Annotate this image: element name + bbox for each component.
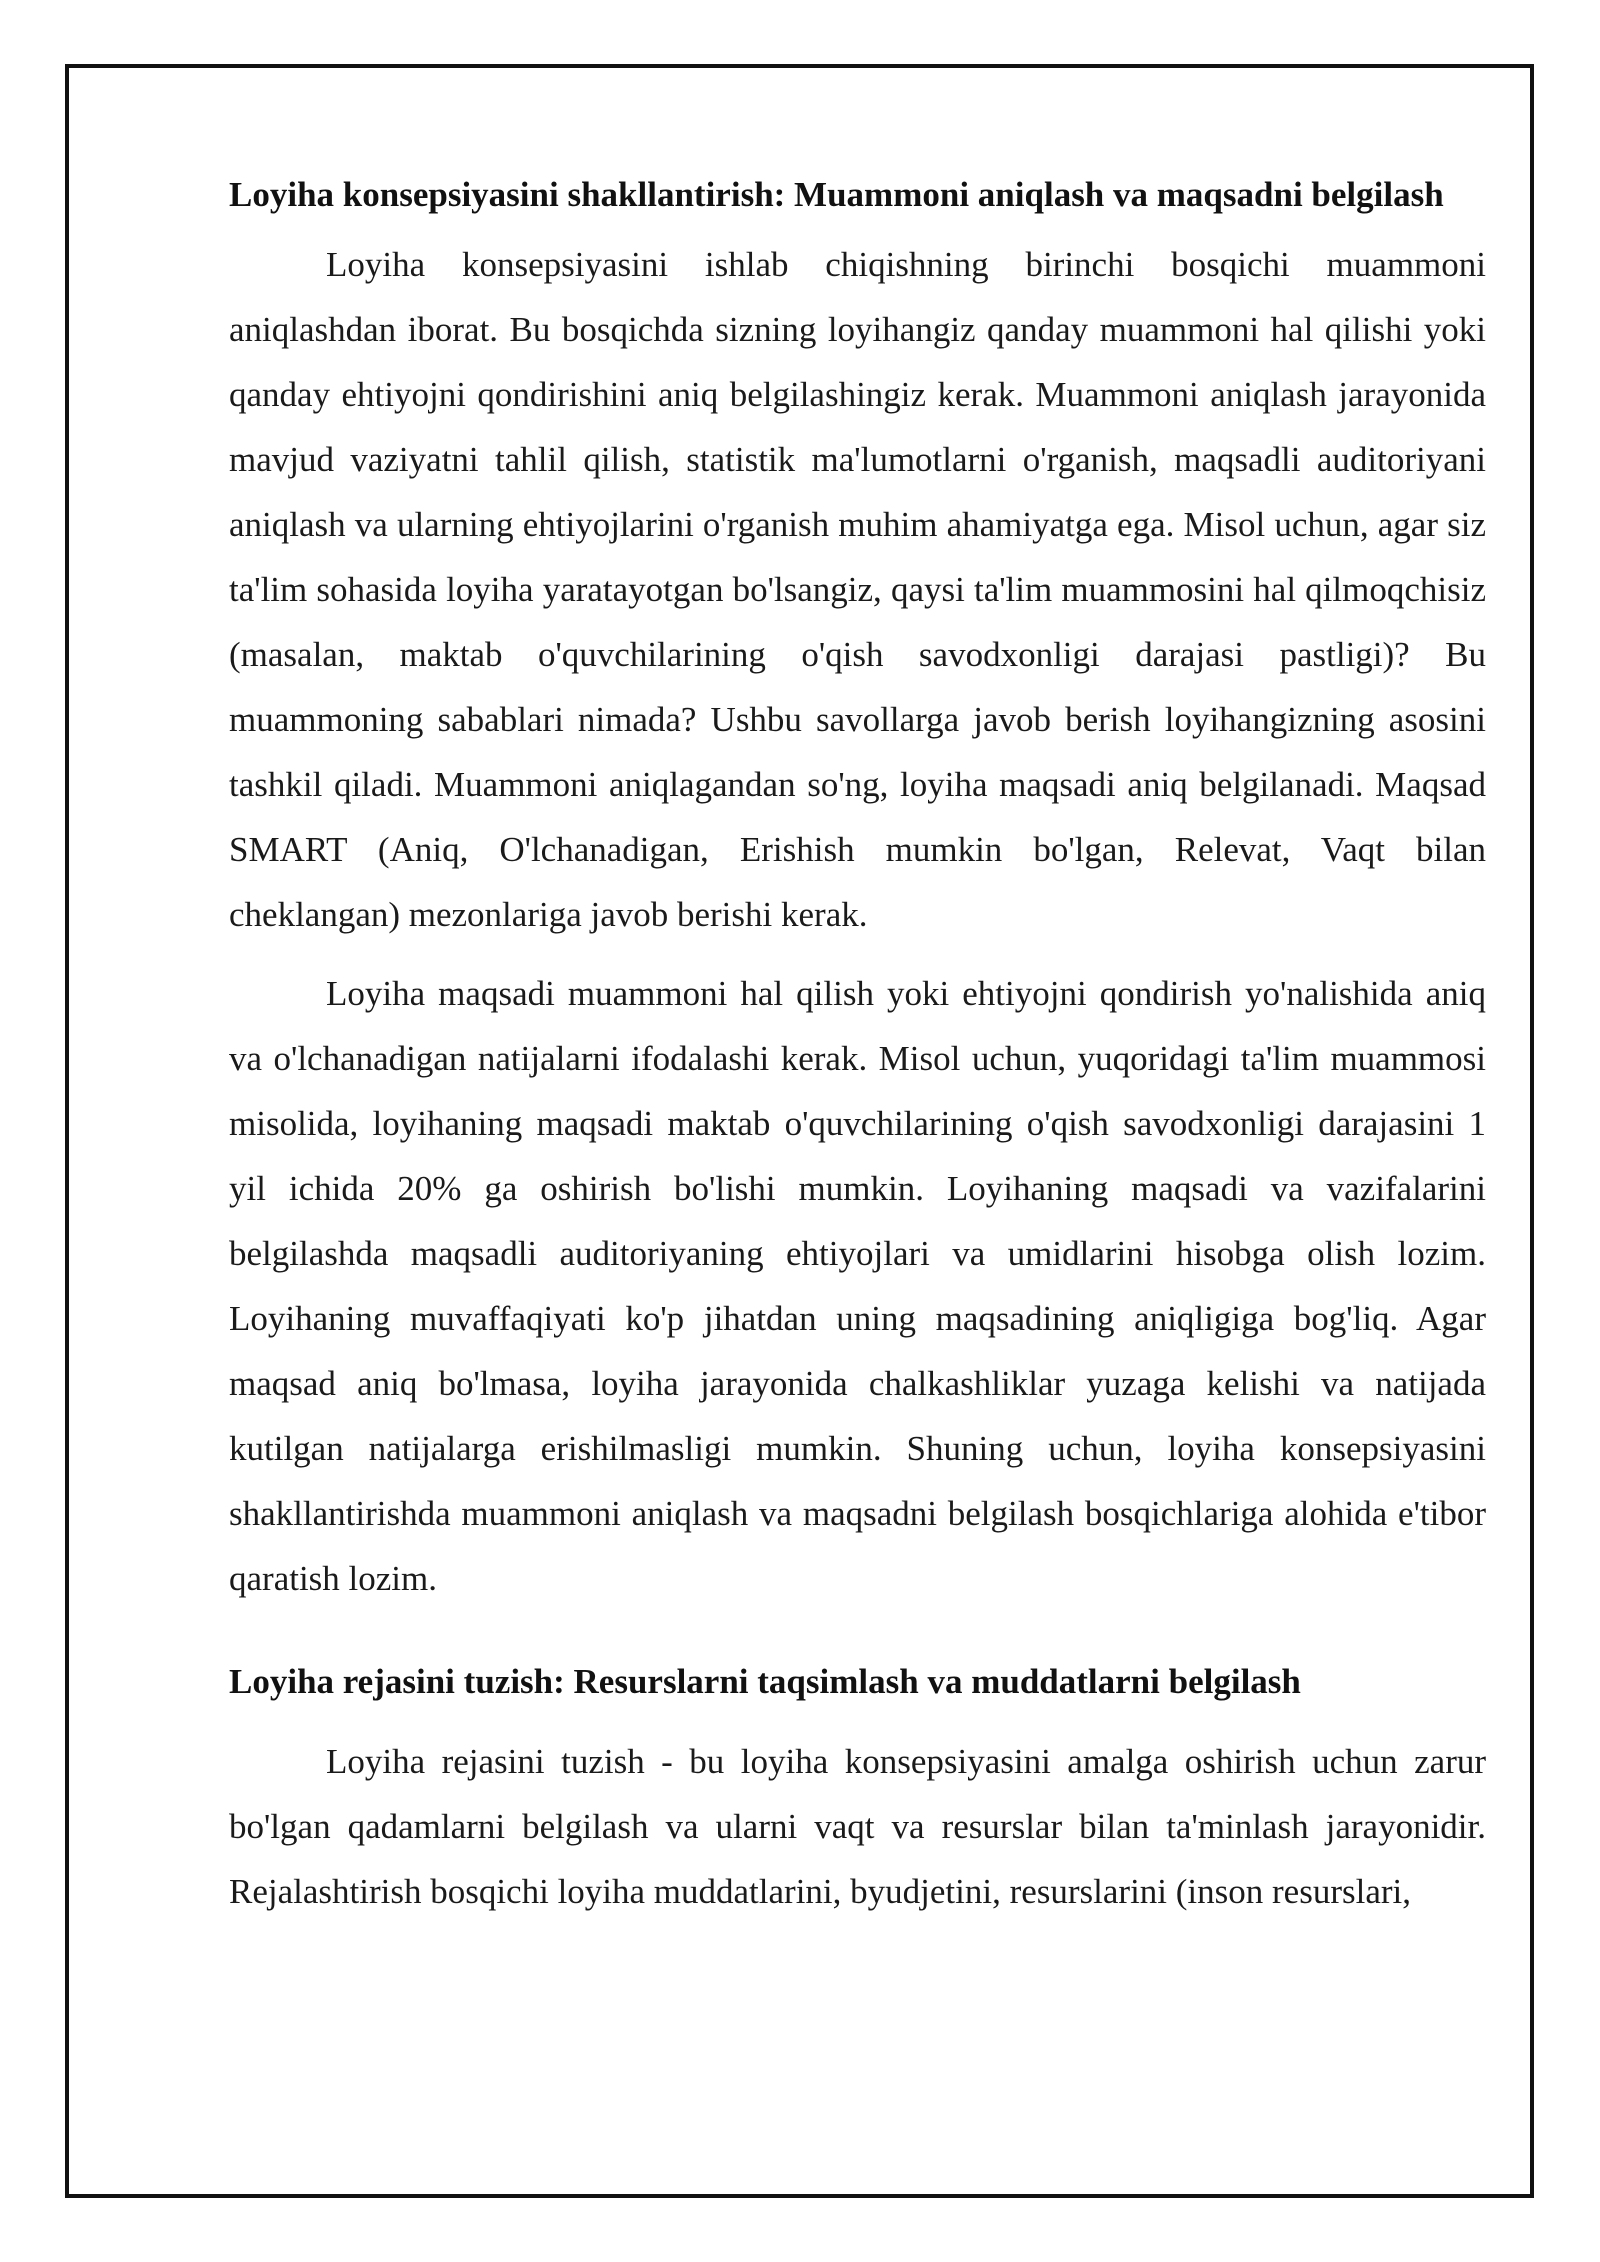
document-body [229,170,1486,1938]
paragraph: Loyiha rejasini tuzish - bu loyiha konsepsiyasini amalga oshirish uchun zarur bo'lgan qadamlarni belgilash va ularni vaqt va resurslar bilan ta'minlash jarayonidir. Rejalashtirish bosqichi loyiha muddatlarini, byudjetini, resurslarini (inson resurslari, [229,1742,1486,1911]
section-heading: Loyiha rejasini tuzish: Resurslarni taqsimlash va muddatlarni belgilash [229,1662,1301,1701]
paragraph: Loyiha maqsadi muammoni hal qilish yoki ehtiyojni qondirish yo'nalishida aniq va o'lchanadigan natijalarni ifodalashi kerak. Misol uchun, yuqoridagi ta'lim muammosi misolida, loyihaning maqsadi maktab o'quvchilarining o'qish savodxonligi darajasini 1 yil ichida 20% ga oshirish bo'lishi mumkin. Loyihaning maqsadi va vazifalarini belgilashda maqsadli auditoriyaning ehtiyojlari va umidlarini hisobga olish lozim. Loyihaning muvaffaqiyati ko'p jihatdan uning maqsadining aniqligiga bog'liq. Agar maqsad aniq bo'lmasa, loyiha jarayonida chalkashliklar yuzaga kelishi va natijada kutilgan natijalarga erishilmasligi mumkin. Shuning uchun, loyiha konsepsiyasini shakllantirishda muammoni aniqlash va maqsadni belgilash bosqichlariga alohida e'tibor qaratish lozim. [229,974,1486,1598]
section-heading: Loyiha konsepsiyasini shakllantirish: Muammoni aniqlash va maqsadni belgilash [229,175,1444,214]
paragraph: Loyiha konsepsiyasini ishlab chiqishning birinchi bosqichi muammoni aniqlashdan iborat. Bu bosqichda sizning loyihangiz qanday muammoni hal qilishi yoki qanday ehtiyojni qondirishini aniq belgilashingiz kerak. Muammoni aniqlash jarayonida mavjud vaziyatni tahlil qilish, statistik ma'lumotlarni o'rganish, maqsadli auditoriyani aniqlash va ularning ehtiyojlarini o'rganish muhim ahamiyatga ega. Misol uchun, agar siz ta'lim sohasida loyiha yaratayotgan bo'lsangiz, qaysi ta'lim muammosini hal qilmoqchisiz (masalan, maktab o'quvchilarining o'qish savodxonligi darajasi pastligi)? Bu muammoning sabablari nimada? Ushbu savollarga javob berish loyihangizning asosini tashkil qiladi. Muammoni aniqlagandan so'ng, loyiha maqsadi aniq belgilanadi. Maqsad SMART (Aniq, O'lchanadigan, Erishish mumkin bo'lgan, Relevat, Vaqt bilan cheklangan) mezonlariga javob berishi kerak. [229,245,1486,934]
